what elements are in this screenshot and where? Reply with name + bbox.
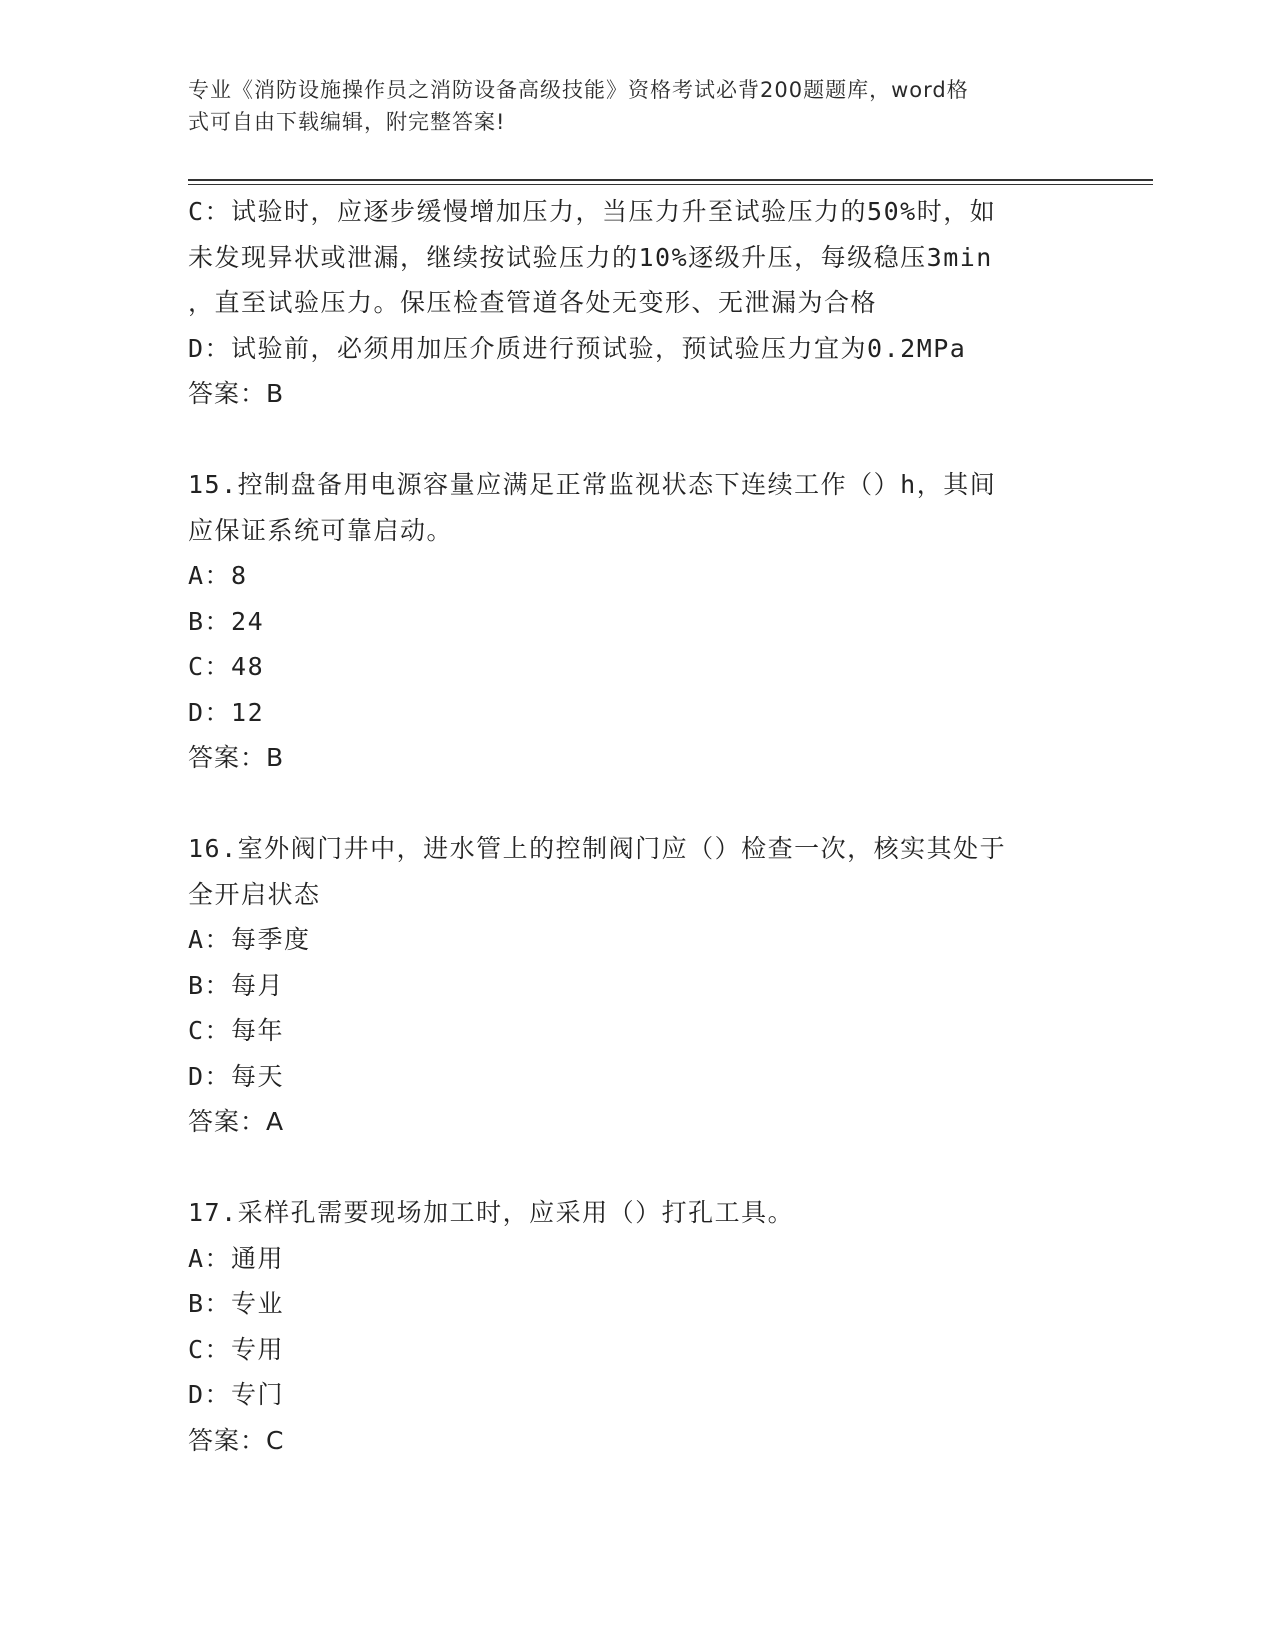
- option-d: D：试验前，必须用加压介质进行预试验，预试验压力宜为0.2MPa: [188, 333, 967, 363]
- answer-line: 答案：C: [188, 1425, 285, 1455]
- option-b: B：24: [188, 606, 265, 636]
- answer-line: 答案：B: [188, 379, 285, 408]
- option-c-line-1: C：试验时，应逐步缓慢增加压力，当压力升至试验压力的50%时，如: [188, 197, 997, 226]
- spacer: [188, 417, 1088, 463]
- option-c: C：每年: [188, 1016, 285, 1045]
- question-stem-line-2: 应保证系统可靠启动。: [188, 515, 454, 545]
- option-c: C：专用: [188, 1334, 285, 1364]
- question-14-continuation: [188, 189, 1088, 417]
- question-stem-line-2: 全开启状态: [188, 879, 321, 909]
- document-header: [188, 74, 1088, 138]
- option-d: D：专门: [188, 1380, 285, 1409]
- option-a: A：通用: [188, 1243, 285, 1273]
- question-16: [188, 826, 1088, 1145]
- option-c: C：48: [188, 652, 265, 681]
- question-stem-line-1: 15.控制盘备用电源容量应满足正常监视状态下连续工作（）h，其间: [188, 470, 997, 499]
- option-d: D：每天: [188, 1061, 285, 1091]
- option-a: A：8: [188, 561, 248, 590]
- option-a: A：每季度: [188, 925, 311, 954]
- spacer: [188, 1145, 1088, 1191]
- question-stem-line-1: 16.室外阀门井中，进水管上的控制阀门应（）检查一次，核实其处于: [188, 834, 1007, 863]
- question-17: [188, 1190, 1088, 1463]
- answer-line: 答案：A: [188, 1107, 285, 1136]
- header-divider-thick: [188, 179, 1153, 181]
- option-b: B：每月: [188, 970, 285, 1000]
- header-divider-thin: [188, 184, 1153, 185]
- question-stem-line-1: 17.采样孔需要现场加工时，应采用（）打孔工具。: [188, 1198, 795, 1227]
- option-c-line-2: 未发现异状或泄漏，继续按试验压力的10%逐级升压，每级稳压3min: [188, 242, 993, 272]
- option-b: B：专业: [188, 1289, 285, 1318]
- question-content: [188, 189, 1088, 1463]
- header-line-2: 式可自由下载编辑，附完整答案!: [188, 110, 506, 134]
- spacer: [188, 781, 1088, 827]
- option-d: D：12: [188, 697, 265, 727]
- answer-line: 答案：B: [188, 743, 285, 772]
- option-c-line-3: ，直至试验压力。保压检查管道各处无变形、无泄漏为合格: [188, 288, 878, 317]
- header-line-1: 专业《消防设施操作员之消防设备高级技能》资格考试必背200题题库，word格: [188, 78, 969, 102]
- question-15: [188, 462, 1088, 781]
